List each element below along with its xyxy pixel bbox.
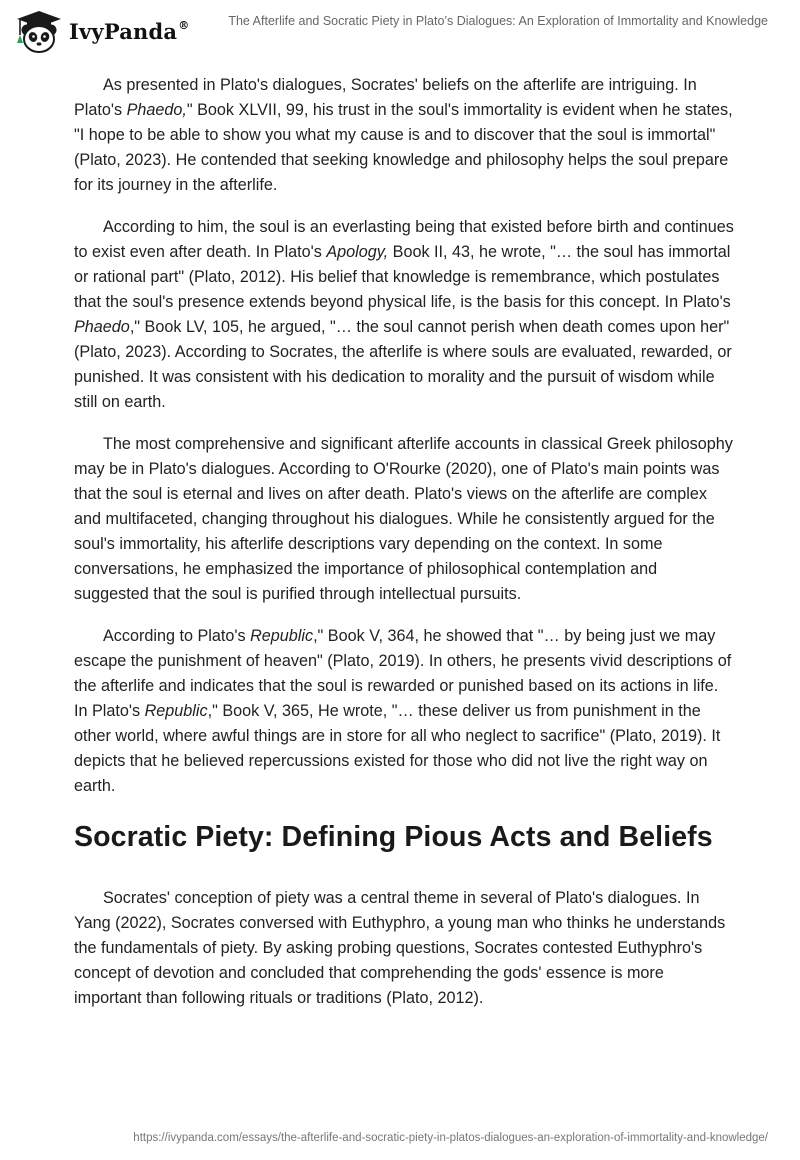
text-run: According to him, the soul is an everlasting being that existed before birth and continues to exist even after death. In Plato's [74, 218, 734, 261]
italic-title: Apology, [326, 243, 389, 261]
paragraph [74, 73, 734, 198]
italic-title: Phaedo, [126, 101, 187, 119]
text-run: ," Book LV, 105, he argued, "… the soul cannot perish when death comes upon her" (Plato, 2023). According to Socrates, the afterlife is where souls are evaluated, rewarded, or punished. It was consistent with his dedication to morality and the pursuit of wisdom while still on earth. [74, 318, 732, 411]
essay-paragraphs [74, 73, 734, 799]
paragraph [74, 624, 734, 799]
text-run: ," Book V, 364, he showed that "… by being just we may escape the punishment of heaven" (Plato, 2019). In others, he presents vivid descriptions of the afterlife and indicates that the soul is rewarded or punished based on its actions in life. In Plato's [74, 627, 732, 720]
text-run: " Book XLVII, 99, his trust in the soul's immortality is evident when he states, "I hope to be able to show you what my cause is and to discover that the soul is immortal" (Plato, 2023). He contended that seeking knowledge and philosophy helps the soul prepare for its journey in the afterlife. [74, 101, 733, 194]
section-heading: Socratic Piety: Defining Pious Acts and Beliefs [74, 821, 713, 853]
essay-body [74, 73, 734, 1028]
text-run: The most comprehensive and significant afterlife accounts in classical Greek philosophy may be in Plato's dialogues. According to O'Rourke (2020), one of Plato's main points was that the soul is eternal and lives on after death. Plato's views on the afterlife are complex and multifaceted, changing throughout his dialogues. While he consistently argued for the soul's immortality, his afterlife descriptions vary depending on the context. In some conversations, he emphasized the importance of philosophical contemplation and suggested that the soul is purified through intellectual pursuits. [74, 435, 733, 603]
logo-wordmark: IvyPanda® [69, 18, 190, 44]
text-run: According to Plato's [103, 627, 251, 645]
text-run: ," Book V, 365, He wrote, "… these deliver us from punishment in the other world, where awful things are in store for all who neglect to sacrifice" (Plato, 2019). It depicts that he believed repercussions existed for those who did not live the right way on earth. [74, 702, 721, 795]
text-run: Book II, 43, he wrote, "… the soul has immortal or rational part" (Plato, 2012). His belief that knowledge is remembrance, which postulates that the soul's presence extends beyond physical life, is the basis for this concept. In Plato's [74, 243, 731, 311]
section-paragraphs [74, 886, 734, 1011]
italic-title: Phaedo [74, 318, 130, 336]
ivypanda-logo[interactable] [14, 8, 189, 54]
document-title: The Afterlife and Socratic Piety in Plato’s Dialogues: An Exploration of Immortality and Knowledge [228, 14, 768, 28]
text-run: As presented in Plato's dialogues, Socrates' beliefs on the afterlife are intriguing. In Plato's [74, 76, 697, 119]
panda-graduation-icon [14, 9, 64, 53]
footer-url[interactable]: https://ivypanda.com/essays/the-afterlife-and-socratic-piety-in-platos-dialogues-an-exploration-of-immortality-and-knowledge/ [133, 1132, 768, 1144]
italic-title: Republic [144, 702, 208, 720]
paragraph [74, 886, 734, 1011]
paragraph [74, 432, 734, 607]
page-header [0, 0, 800, 60]
paragraph [74, 215, 734, 415]
italic-title: Republic [250, 627, 314, 645]
text-run: Socrates' conception of piety was a central theme in several of Plato's dialogues. In Yang (2022), Socrates conversed with Euthyphro, a young man who thinks he understands the fundamentals of piety. By asking probing questions, Socrates contested Euthyphro's concept of devotion and concluded that comprehending the gods' essence is more important than following rituals or traditions (Plato, 2012). [74, 889, 726, 1007]
